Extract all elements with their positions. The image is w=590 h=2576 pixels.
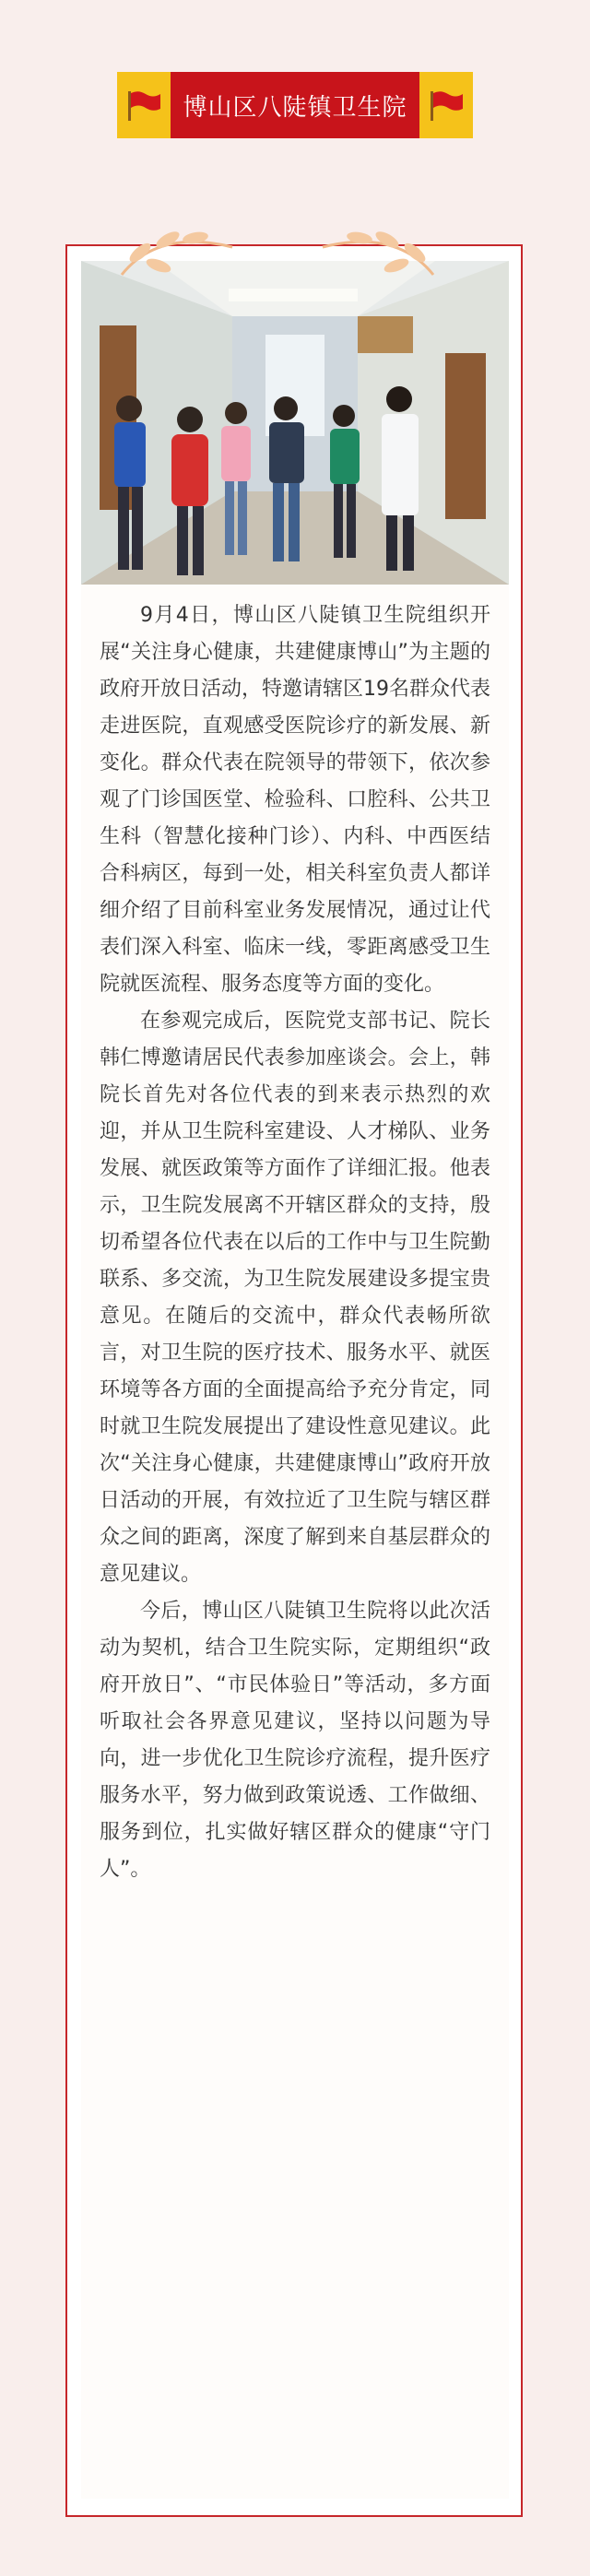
red-flag-icon bbox=[125, 89, 162, 122]
article-paragraph: 今后，博山区八陡镇卫生院将以此次活动为契机，结合卫生院实际，定期组织“政府开放日”、“市民体验日”等活动，多方面听取社会各界意见建议，坚持以问题为导向，进一步优化卫生院诊疗流程，提升医疗服务水平，努力做到政策说透、工作做细、服务到位，扎实做好辖区群众的健康“守门人”。 bbox=[100, 1600, 490, 1881]
decorative-leaves-icon bbox=[313, 210, 452, 284]
red-flag-icon bbox=[428, 89, 465, 122]
group-visit-photo-icon bbox=[81, 261, 509, 585]
article-paragraph: 在参观完成后，医院党支部书记、院长韩仁博邀请居民代表参加座谈会。会上，韩院长首先对各位代表的到来表示热烈的欢迎，并从卫生院科室建设、人才梯队、业务发展、就医政策等方面作了详细汇报。他表示，卫生院发展离不开辖区群众的支持，殷切希望各位代表在以后的工作中与卫生院勤联系、多交流，为卫生院发展建设多提宝贵意见。在随后的交流中，群众代表畅所欲言，对卫生院的医疗技术、服务水平、就医环境等各方面的全面提高给予充分肯定，同时就卫生院发展提出了建设性意见建议。此次“关注身心健康，共建健康博山”政府开放日活动的开展，有效拉近了卫生院与辖区群众之间的距离，深度了解到来自基层群众的意见建议。 bbox=[100, 1010, 490, 1586]
article-paragraph: 9月4日，博山区八陡镇卫生院组织开展“关注身心健康，共建健康博山”为主题的政府开放日活动，特邀请辖区19名群众代表走进医院，直观感受医院诊疗的新发展、新变化。群众代表在院领导的带领下，依次参观了门诊国医堂、检验科、口腔科、公共卫生科（智慧化接种门诊）、内科、中西医结合科病区，每到一处，相关科室负责人都详细介绍了目前科室业务发展情况，通过让代表们深入科室、临床一线，零距离感受卫生院就医流程、服务态度等方面的变化。 bbox=[100, 604, 490, 996]
page-title: 博山区八陡镇卫生院 bbox=[183, 93, 407, 122]
banner-title-box bbox=[171, 72, 419, 138]
header-banner bbox=[117, 72, 473, 138]
article-body bbox=[100, 597, 490, 1888]
activity-photo bbox=[81, 261, 509, 585]
decorative-leaves-icon bbox=[103, 210, 242, 284]
